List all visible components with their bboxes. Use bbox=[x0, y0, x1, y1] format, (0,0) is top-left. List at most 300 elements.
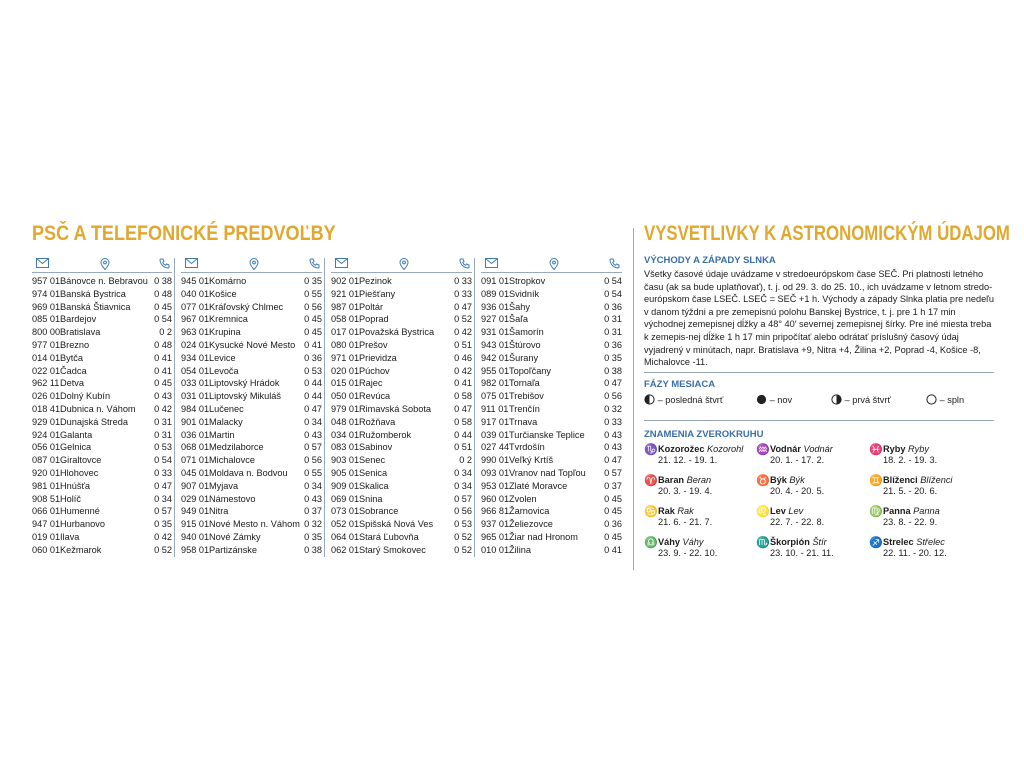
postal-code: 958 01 bbox=[181, 544, 210, 555]
postal-code-row bbox=[181, 544, 322, 557]
town-name: Žarnovica bbox=[509, 506, 550, 517]
sagittarius-icon: ♐ bbox=[869, 537, 883, 549]
postal-code: 921 01 bbox=[331, 288, 360, 299]
phone-prefix: 0 53 bbox=[454, 519, 472, 530]
postal-code-row bbox=[331, 377, 472, 390]
postal-code-row bbox=[331, 301, 472, 314]
postal-code-row bbox=[181, 339, 322, 352]
town-name: Hlohovec bbox=[60, 467, 99, 478]
postal-code-row bbox=[481, 403, 622, 416]
zodiac-czech-name: Panna bbox=[913, 506, 940, 516]
phone-prefix: 0 48 bbox=[154, 339, 172, 350]
phone-prefix: 0 42 bbox=[154, 531, 172, 542]
zodiac-sign bbox=[869, 506, 981, 528]
zodiac-dates: 20. 1. - 17. 2. bbox=[770, 455, 825, 465]
zodiac-name: Rak bbox=[658, 506, 675, 516]
postal-code: 990 01 bbox=[481, 455, 510, 466]
moon-phases-heading: FÁZY MESIACA bbox=[644, 379, 716, 390]
town-name: Považská Bystrica bbox=[359, 327, 435, 338]
postal-code: 943 01 bbox=[481, 339, 510, 350]
zodiac-name: Blíženci bbox=[883, 475, 918, 485]
town-name: Púchov bbox=[359, 365, 390, 376]
postal-code-row bbox=[481, 365, 622, 378]
postal-code-row bbox=[331, 531, 472, 544]
postal-code: 010 01 bbox=[481, 544, 510, 555]
phone-prefix: 0 42 bbox=[154, 403, 172, 414]
postal-code-row bbox=[331, 275, 472, 288]
postal-code: 019 01 bbox=[32, 531, 61, 542]
postal-code-row bbox=[331, 288, 472, 301]
postal-code-row bbox=[181, 531, 322, 544]
phone-prefix: 0 41 bbox=[304, 339, 322, 350]
town-name: Rajec bbox=[359, 378, 383, 389]
postal-code-row bbox=[481, 326, 622, 339]
postal-code-column bbox=[324, 258, 474, 557]
zodiac-czech-name: Beran bbox=[686, 475, 712, 485]
zodiac-czech-name: Ryby bbox=[908, 444, 929, 454]
town-name: Trenčín bbox=[509, 403, 540, 414]
phone-prefix: 0 57 bbox=[154, 506, 172, 517]
town-name: Komárno bbox=[209, 276, 247, 286]
town-name: Liptovský Mikuláš bbox=[209, 391, 281, 402]
zodiac-dates: 20. 3. - 19. 4. bbox=[658, 486, 713, 496]
phone-prefix: 0 31 bbox=[154, 416, 172, 427]
phone-prefix: 0 34 bbox=[304, 480, 322, 491]
town-name: Trebišov bbox=[509, 391, 544, 402]
postal-code: 953 01 bbox=[481, 480, 510, 491]
divider bbox=[644, 420, 994, 421]
phone-prefix: 0 45 bbox=[304, 314, 322, 325]
postal-code-row bbox=[32, 352, 172, 365]
phone-prefix: 0 35 bbox=[154, 519, 172, 530]
phone-prefix: 0 47 bbox=[454, 403, 472, 414]
phone-prefix: 0 45 bbox=[154, 301, 172, 312]
town-name: Košice bbox=[209, 288, 237, 299]
town-name: Dunajská Streda bbox=[60, 416, 128, 427]
postal-code-row bbox=[331, 544, 472, 557]
phone-prefix: 0 35 bbox=[604, 352, 622, 363]
town-name: Partizánske bbox=[209, 544, 258, 555]
town-name: Nové Mesto n. Váhom bbox=[209, 519, 300, 530]
postal-code: 981 01 bbox=[32, 480, 61, 491]
postal-code-column bbox=[174, 258, 324, 557]
postal-code: 915 01 bbox=[181, 519, 210, 530]
postal-code-columns bbox=[32, 258, 624, 557]
postal-code-row bbox=[32, 313, 172, 326]
zodiac-name: Strelec bbox=[883, 537, 914, 547]
postal-code: 071 01 bbox=[181, 455, 210, 466]
postal-code-row bbox=[181, 313, 322, 326]
town-name: Galanta bbox=[60, 429, 93, 440]
postal-code-row bbox=[331, 403, 472, 416]
postal-code-row bbox=[331, 505, 472, 518]
postal-code: 987 01 bbox=[331, 301, 360, 312]
column-header-icons bbox=[32, 258, 172, 273]
postal-code-row bbox=[331, 518, 472, 531]
zodiac-name-line bbox=[770, 475, 868, 486]
town-name: Starý Smokovec bbox=[359, 544, 426, 555]
phone-prefix: 0 33 bbox=[604, 416, 622, 427]
town-name: Senica bbox=[359, 467, 388, 478]
town-name: Šurany bbox=[509, 352, 539, 363]
postal-code-row bbox=[32, 301, 172, 314]
postal-code-row bbox=[331, 390, 472, 403]
town-name: Čadca bbox=[60, 365, 87, 376]
postal-code: 077 01 bbox=[181, 301, 210, 312]
phone-prefix: 0 56 bbox=[604, 391, 622, 402]
town-name: Detva bbox=[60, 378, 85, 389]
postal-code: 974 01 bbox=[32, 288, 61, 299]
phone-prefix: 0 38 bbox=[604, 365, 622, 376]
town-name: Kysucké Nové Mesto bbox=[209, 339, 296, 350]
town-name: Šahy bbox=[509, 301, 530, 312]
postal-code-row bbox=[181, 403, 322, 416]
postal-code: 083 01 bbox=[331, 442, 360, 453]
phone-prefix: 0 52 bbox=[454, 531, 472, 542]
taurus-icon: ♉ bbox=[756, 475, 770, 487]
phone-prefix: 0 47 bbox=[154, 480, 172, 491]
postal-code-row bbox=[481, 518, 622, 531]
town-name: Banská Štiavnica bbox=[60, 301, 131, 312]
town-name: Michalovce bbox=[209, 455, 255, 466]
postal-codes-section bbox=[32, 222, 622, 555]
phone-prefix: 0 52 bbox=[154, 544, 172, 555]
town-name: Sobrance bbox=[359, 506, 399, 517]
town-name: Kráľovský Chlmec bbox=[209, 301, 284, 312]
town-name: Stará Ľubovňa bbox=[359, 531, 419, 542]
town-name: Tornaľa bbox=[509, 378, 540, 389]
phone-prefix: 0 34 bbox=[304, 416, 322, 427]
town-name: Skalica bbox=[359, 480, 389, 491]
postal-code: 048 01 bbox=[331, 416, 360, 427]
moon-phase-label: – posledná štvrť bbox=[657, 395, 724, 405]
postal-code: 924 01 bbox=[32, 429, 61, 440]
town-name: Topoľčany bbox=[509, 365, 552, 376]
zodiac-sign bbox=[644, 444, 756, 466]
town-name: Prešov bbox=[359, 339, 388, 350]
postal-code: 022 01 bbox=[32, 365, 61, 376]
postal-code-row bbox=[331, 416, 472, 429]
phone-prefix: 0 58 bbox=[454, 416, 472, 427]
column-header-icons bbox=[481, 258, 622, 273]
zodiac-czech-name: Rak bbox=[677, 506, 694, 516]
town-name: Kremnica bbox=[209, 314, 248, 325]
phone-prefix: 0 35 bbox=[304, 531, 322, 542]
zodiac-dates: 18. 2. - 19. 3. bbox=[883, 455, 938, 465]
postal-code: 957 01 bbox=[32, 276, 61, 286]
town-name: Liptovský Hrádok bbox=[209, 378, 280, 389]
town-name: Spišská Nová Ves bbox=[359, 519, 434, 530]
phone-prefix: 0 55 bbox=[304, 467, 322, 478]
postal-code: 027 44 bbox=[481, 442, 510, 453]
phone-prefix: 0 54 bbox=[154, 455, 172, 466]
postal-code: 929 01 bbox=[32, 416, 61, 427]
postal-code-row bbox=[331, 352, 472, 365]
postal-code-row bbox=[481, 531, 622, 544]
libra-icon: ♎ bbox=[644, 537, 658, 549]
postal-code: 093 01 bbox=[481, 467, 510, 478]
new-moon-icon bbox=[756, 394, 767, 405]
postal-code: 033 01 bbox=[181, 378, 210, 389]
mail-icon bbox=[185, 258, 198, 271]
town-name: Hurbanovo bbox=[60, 519, 105, 530]
postal-code: 936 01 bbox=[481, 301, 510, 312]
postal-code-row bbox=[181, 288, 322, 301]
cancer-icon: ♋ bbox=[644, 506, 658, 518]
zodiac-name: Baran bbox=[658, 475, 685, 485]
town-name: Trnava bbox=[509, 416, 538, 427]
postal-code-row bbox=[32, 326, 172, 339]
postal-code-row bbox=[32, 454, 172, 467]
capricorn-icon: ♑ bbox=[644, 444, 658, 456]
postal-code: 947 01 bbox=[32, 519, 61, 530]
phone-prefix: 0 47 bbox=[604, 378, 622, 389]
postal-code-row bbox=[32, 429, 172, 442]
phone-prefix: 0 31 bbox=[604, 327, 622, 338]
phone-prefix: 0 41 bbox=[454, 378, 472, 389]
zodiac-sign bbox=[869, 444, 981, 466]
town-name: Nové Zámky bbox=[209, 531, 261, 542]
town-name: Námestovo bbox=[209, 493, 256, 504]
postal-code: 058 01 bbox=[331, 314, 360, 325]
postal-code-row bbox=[481, 505, 622, 518]
postal-code: 040 01 bbox=[181, 288, 210, 299]
postal-code: 965 01 bbox=[481, 531, 510, 542]
phone-prefix: 0 35 bbox=[304, 276, 322, 286]
town-name: Štúrovo bbox=[509, 339, 541, 350]
full-moon-icon bbox=[926, 394, 937, 405]
phone-prefix: 0 33 bbox=[454, 288, 472, 299]
postal-code: 966 81 bbox=[481, 506, 510, 517]
postal-code-row bbox=[181, 377, 322, 390]
postal-code-row bbox=[481, 441, 622, 454]
town-name: Senec bbox=[359, 455, 386, 466]
location-pin-icon bbox=[249, 258, 259, 273]
postal-code-row bbox=[32, 505, 172, 518]
postal-code-row bbox=[481, 454, 622, 467]
postal-code: 036 01 bbox=[181, 429, 210, 440]
phone-prefix: 0 33 bbox=[454, 276, 472, 286]
town-name: Stropkov bbox=[509, 276, 546, 286]
town-name: Martin bbox=[209, 429, 235, 440]
postal-code-row bbox=[331, 313, 472, 326]
town-name: Bardejov bbox=[60, 314, 97, 325]
phone-icon bbox=[309, 258, 320, 272]
phone-prefix: 0 32 bbox=[604, 403, 622, 414]
town-name: Tvrdošín bbox=[509, 442, 545, 453]
postal-code: 039 01 bbox=[481, 429, 510, 440]
zodiac-name-line bbox=[770, 506, 868, 517]
zodiac-name: Vodnár bbox=[770, 444, 801, 454]
zodiac-name: Váhy bbox=[658, 537, 680, 547]
town-name: Rimavská Sobota bbox=[359, 403, 432, 414]
phone-prefix: 0 51 bbox=[454, 442, 472, 453]
phone-icon bbox=[609, 258, 620, 272]
zodiac-name-line bbox=[883, 537, 981, 548]
postal-code: 014 01 bbox=[32, 352, 61, 363]
phone-prefix: 0 45 bbox=[604, 506, 622, 517]
town-name: Žiar nad Hronom bbox=[509, 531, 578, 542]
town-name: Levice bbox=[209, 352, 236, 363]
town-name: Zvolen bbox=[509, 493, 537, 504]
postal-code-row bbox=[331, 480, 472, 493]
town-name: Nitra bbox=[209, 506, 229, 517]
town-name: Rožňava bbox=[359, 416, 396, 427]
postal-code: 963 01 bbox=[181, 327, 210, 338]
phone-prefix: 0 34 bbox=[154, 493, 172, 504]
postal-code: 050 01 bbox=[331, 391, 360, 402]
moon-phase-first-quarter bbox=[831, 394, 891, 405]
zodiac-name: Ryby bbox=[883, 444, 906, 454]
town-name: Dolný Kubín bbox=[60, 391, 111, 402]
postal-code-row bbox=[481, 275, 622, 288]
phone-prefix: 0 54 bbox=[604, 276, 622, 286]
postal-code-row bbox=[181, 416, 322, 429]
postal-code: 075 01 bbox=[481, 391, 510, 402]
postal-code-row bbox=[481, 301, 622, 314]
postal-code: 917 01 bbox=[481, 416, 510, 427]
phone-prefix: 0 44 bbox=[454, 429, 472, 440]
town-name: Myjava bbox=[209, 480, 239, 491]
zodiac-sign bbox=[869, 475, 981, 497]
zodiac-sign bbox=[756, 475, 868, 497]
postal-code-row bbox=[32, 441, 172, 454]
zodiac-czech-name: Lev bbox=[788, 506, 804, 516]
postal-code-row bbox=[32, 390, 172, 403]
town-name: Zlaté Moravce bbox=[509, 480, 568, 491]
postal-code-row bbox=[481, 288, 622, 301]
phone-prefix: 0 45 bbox=[604, 493, 622, 504]
zodiac-name: Lev bbox=[770, 506, 786, 516]
zodiac-name: Býk bbox=[770, 475, 787, 485]
postal-code-column bbox=[474, 258, 624, 557]
town-name: Pezinok bbox=[359, 276, 392, 286]
postal-code-row bbox=[481, 377, 622, 390]
postal-code-row bbox=[32, 480, 172, 493]
town-name: Piešťany bbox=[359, 288, 396, 299]
postal-code-row bbox=[32, 416, 172, 429]
postal-code: 068 01 bbox=[181, 442, 210, 453]
zodiac-sign bbox=[756, 537, 868, 559]
postal-code: 967 01 bbox=[181, 314, 210, 325]
phone-prefix: 0 32 bbox=[304, 519, 322, 530]
phone-prefix: 0 44 bbox=[304, 391, 322, 402]
moon-phase-label: – spln bbox=[939, 395, 965, 405]
phone-prefix: 0 44 bbox=[304, 378, 322, 389]
moon-phase-full bbox=[926, 394, 964, 405]
postal-code-row bbox=[481, 313, 622, 326]
phone-prefix: 0 52 bbox=[454, 314, 472, 325]
town-name: Humenné bbox=[60, 506, 100, 517]
phone-prefix: 0 36 bbox=[604, 301, 622, 312]
zodiac-dates: 23. 9. - 22. 10. bbox=[658, 548, 718, 558]
phone-prefix: 0 37 bbox=[604, 480, 622, 491]
phone-prefix: 0 56 bbox=[304, 455, 322, 466]
postal-code-row bbox=[331, 454, 472, 467]
phone-prefix: 0 57 bbox=[604, 467, 622, 478]
town-name: Poltár bbox=[359, 301, 384, 312]
town-name: Veľký Krtíš bbox=[509, 455, 554, 466]
phone-prefix: 0 45 bbox=[304, 327, 322, 338]
pisces-icon: ♓ bbox=[869, 444, 883, 456]
phone-prefix: 0 47 bbox=[604, 455, 622, 466]
zodiac-name-line bbox=[658, 506, 756, 517]
phone-prefix: 0 53 bbox=[304, 365, 322, 376]
phone-icon bbox=[459, 258, 470, 272]
phone-prefix: 0 47 bbox=[304, 403, 322, 414]
town-name: Šamorín bbox=[509, 327, 544, 338]
astronomy-legend-section bbox=[644, 222, 1010, 558]
zodiac-name-line bbox=[770, 444, 868, 455]
phone-prefix: 0 36 bbox=[304, 352, 322, 363]
postal-code: 080 01 bbox=[331, 339, 360, 350]
postal-code: 020 01 bbox=[331, 365, 360, 376]
zodiac-czech-name: Kozorohl bbox=[707, 444, 744, 454]
postal-code: 909 01 bbox=[331, 480, 360, 491]
postal-code-row bbox=[481, 544, 622, 557]
postal-code: 045 01 bbox=[181, 467, 210, 478]
zodiac-name-line bbox=[658, 444, 756, 455]
mail-icon bbox=[335, 258, 348, 271]
zodiac-sign bbox=[756, 444, 868, 466]
postal-code-row bbox=[181, 365, 322, 378]
postal-code-row bbox=[32, 365, 172, 378]
postal-code: 029 01 bbox=[181, 493, 210, 504]
town-name: Šaľa bbox=[509, 314, 529, 325]
postal-code: 969 01 bbox=[32, 301, 61, 312]
postal-code: 960 01 bbox=[481, 493, 510, 504]
town-name: Sabinov bbox=[359, 442, 393, 453]
postal-code-row bbox=[481, 390, 622, 403]
postal-code-row bbox=[181, 301, 322, 314]
phone-prefix: 0 53 bbox=[154, 442, 172, 453]
postal-code-row bbox=[181, 275, 322, 288]
postal-code-row bbox=[32, 288, 172, 301]
postal-codes-title: PSČ A TELEFONICKÉ PREDVOĽBY bbox=[32, 222, 336, 245]
mail-icon bbox=[36, 258, 49, 271]
postal-code: 903 01 bbox=[331, 455, 360, 466]
aquarius-icon: ♒ bbox=[756, 444, 770, 456]
postal-code-row bbox=[181, 518, 322, 531]
postal-code-row bbox=[181, 493, 322, 506]
location-pin-icon bbox=[399, 258, 409, 273]
town-name: Levoča bbox=[209, 365, 239, 376]
postal-code: 087 01 bbox=[32, 455, 61, 466]
zodiac-dates: 21. 5. - 20. 6. bbox=[883, 486, 938, 496]
phone-prefix: 0 42 bbox=[454, 365, 472, 376]
postal-code: 056 01 bbox=[32, 442, 61, 453]
phone-prefix: 0 36 bbox=[604, 339, 622, 350]
zodiac-czech-name: Blíženci bbox=[920, 475, 953, 485]
phone-icon bbox=[159, 258, 170, 272]
location-pin-icon bbox=[100, 258, 110, 273]
sunrise-sunset-heading: VÝCHODY A ZÁPADY SLNKA bbox=[644, 255, 776, 266]
postal-code: 908 51 bbox=[32, 493, 61, 504]
zodiac-heading: ZNAMENIA ZVEROKRUHU bbox=[644, 429, 764, 440]
zodiac-sign bbox=[756, 506, 868, 528]
zodiac-dates: 20. 4. - 20. 5. bbox=[770, 486, 825, 496]
zodiac-dates: 22. 7. - 22. 8. bbox=[770, 517, 825, 527]
phone-prefix: 0 48 bbox=[154, 288, 172, 299]
column-header-icons bbox=[181, 258, 322, 273]
phone-prefix: 0 41 bbox=[604, 544, 622, 555]
zodiac-name-line bbox=[883, 444, 981, 455]
postal-code: 800 00 bbox=[32, 327, 61, 338]
town-name: Žilina bbox=[509, 544, 531, 555]
postal-code: 982 01 bbox=[481, 378, 510, 389]
postal-code: 949 01 bbox=[181, 506, 210, 517]
postal-code-row bbox=[331, 441, 472, 454]
